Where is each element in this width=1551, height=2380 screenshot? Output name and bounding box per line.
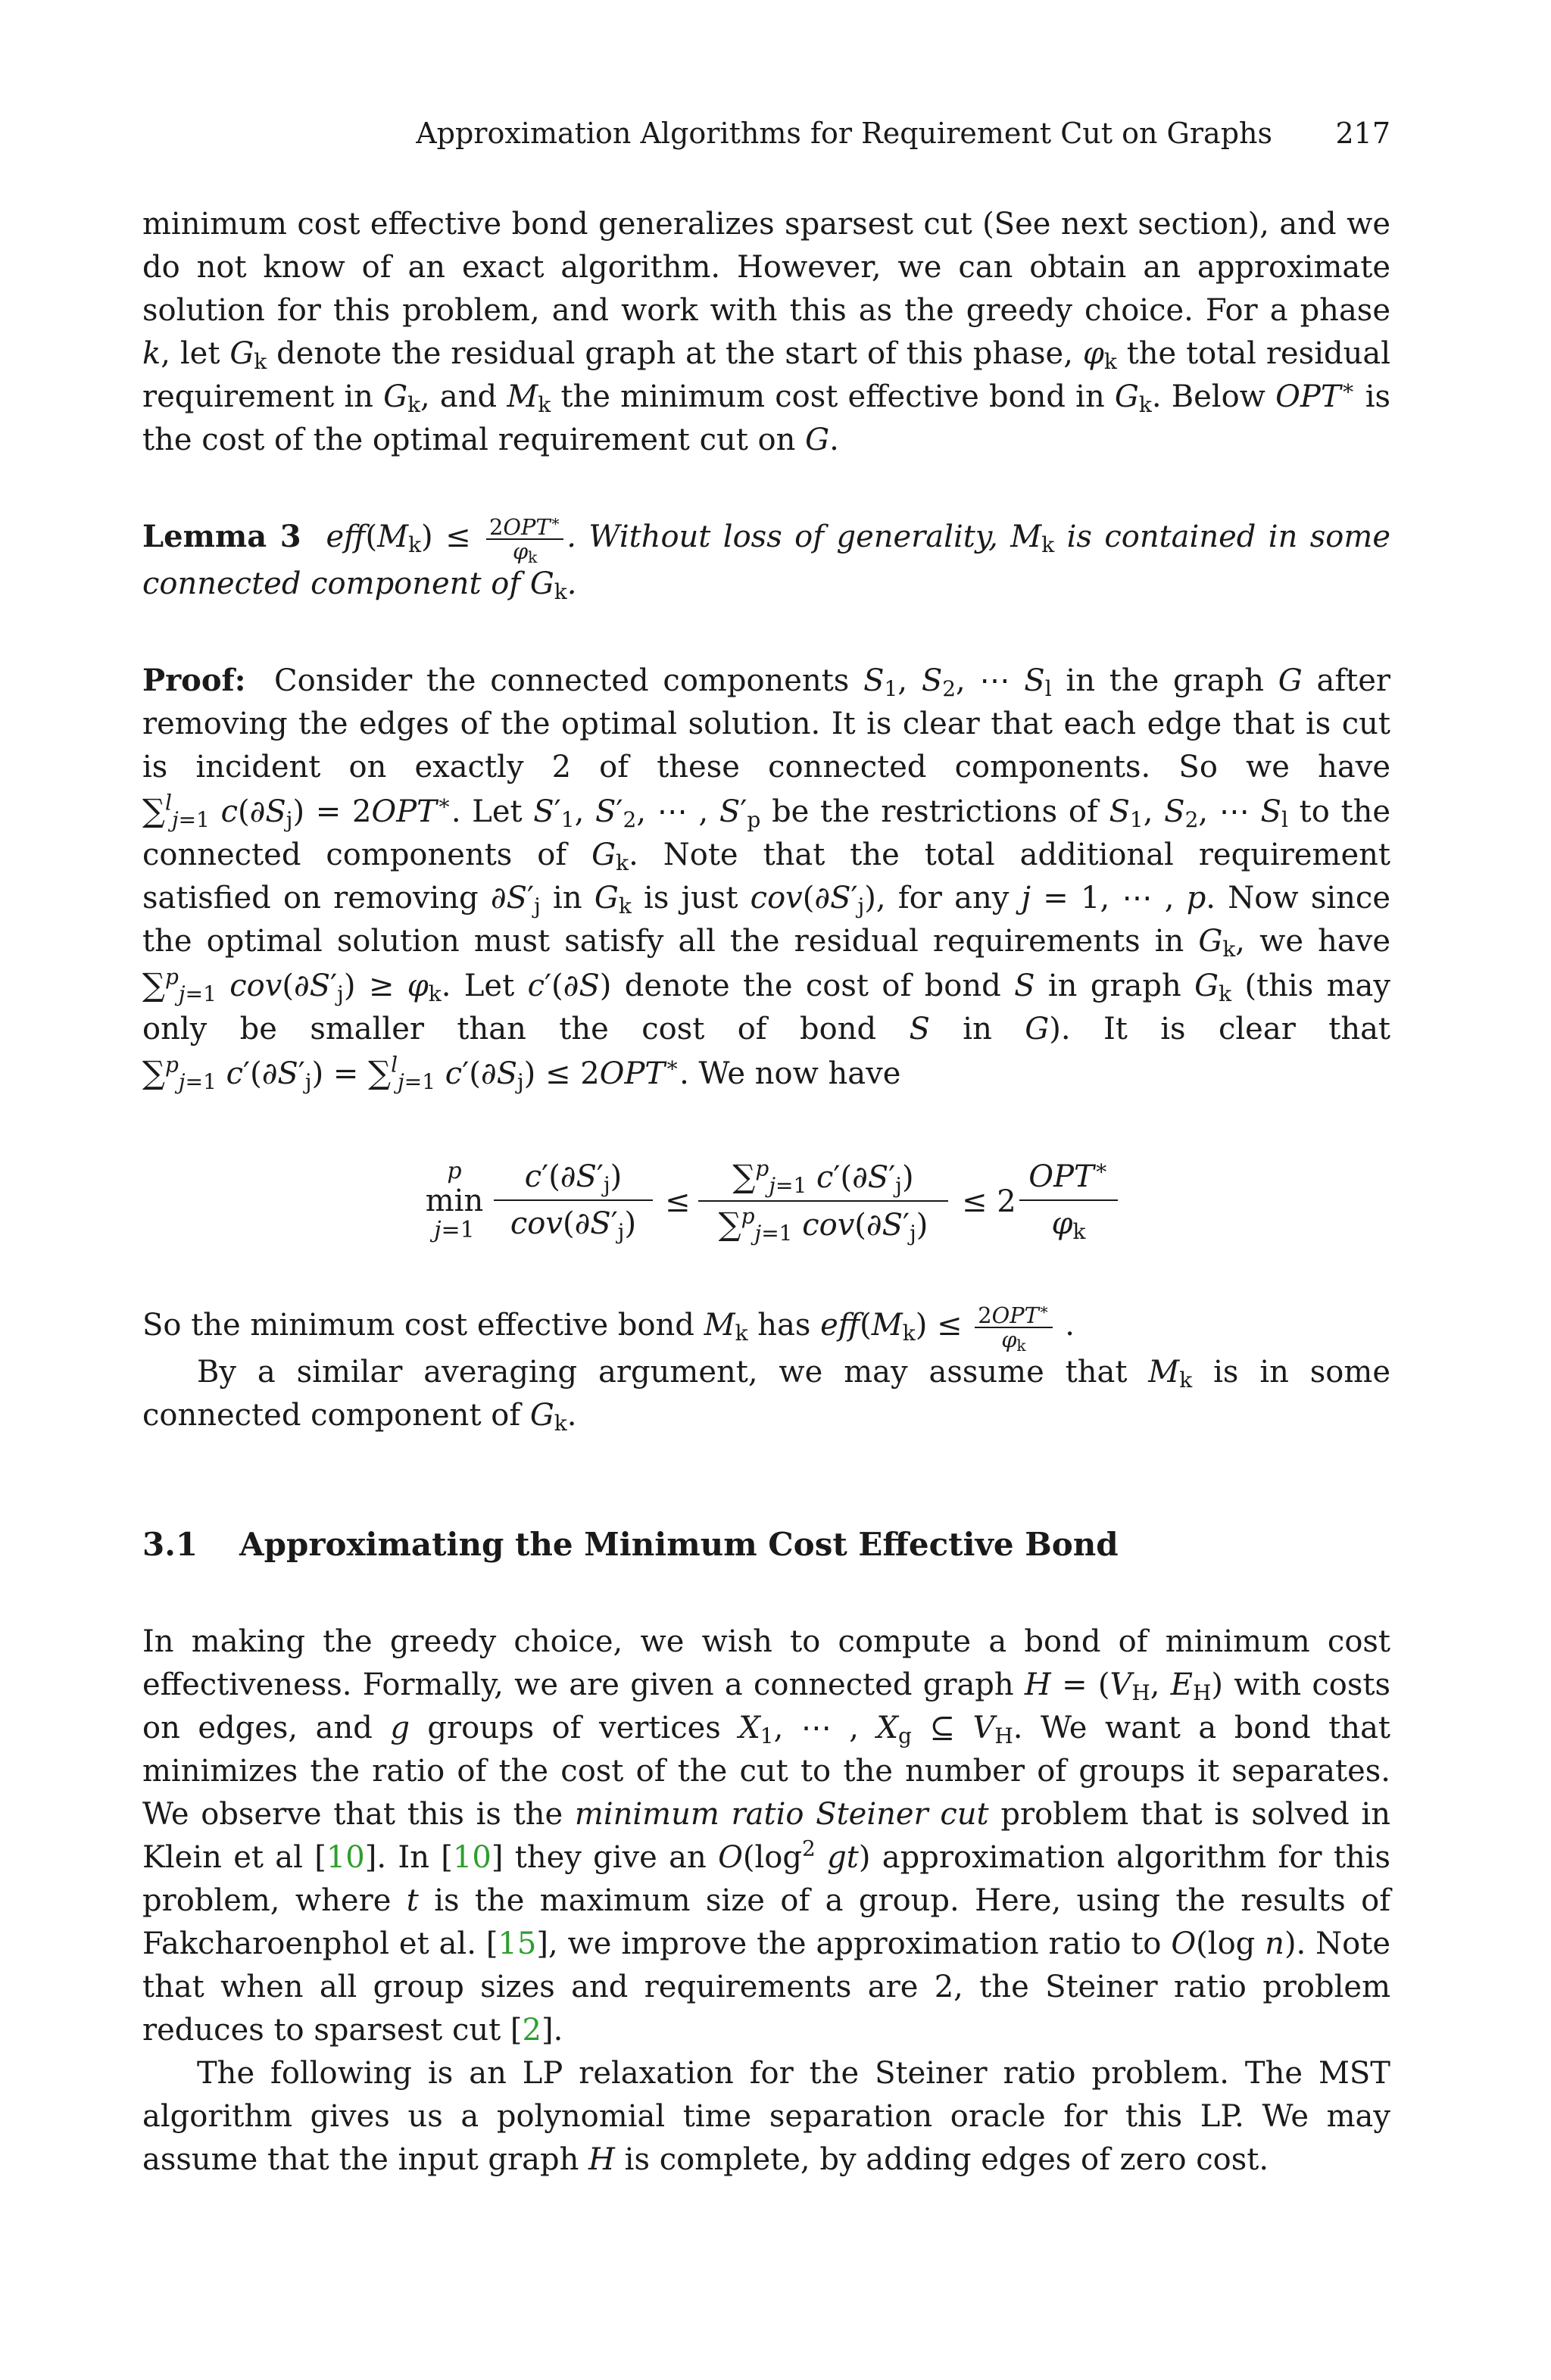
lemma-label: Lemma 3 (142, 519, 301, 554)
emphasis-text: minimum ratio Steiner cut (574, 1797, 989, 1832)
citation-link[interactable]: 10 (452, 1840, 492, 1875)
proof-label: Proof: (142, 663, 246, 698)
display-equation: p min j=1 $c'(\partial S'_j)$ $cov(\partial S'_j)$ ≤ ∑$^p_{j=1}$ $c'(\partial S'_j)$ ∑$^p_{j=1}$ $cov(\partial S'_j)$ ≤ 2 OPT∗ $\varphi_k$ (424, 1136, 1121, 1272)
section-number: 3.1 (142, 1526, 198, 1563)
page-number: 217 (1335, 117, 1390, 150)
proof-paragraph: Proof: Consider the connected components $S_1$, $S_2$, ⋯ $S_l$ in the graph G after removing the edges of the optimal solution. It is clear that each edge that is cut is incident on exactly 2 of these connected components. So we have ∑$^l_{j=1}$ $c(\partial S_j) = 2OPT^∗$. Let $S'_1$, $S'_2$, ⋯ , $S'_p$ be the restrictions of $S_1$, $S_2$, ⋯ $S_l$ to the connected components of $G_k$. Note that the total additional requirement satisfied on removing $\partial S'_j$ in $G_k$ is just $cov(\partial S'_j)$, for any j = 1, ⋯ , p. Now since the optimal solution must satisfy all the residual requirements in $G_k$, we have ∑$^p_{j=1}$ $cov(\partial S'_j) \ge \varphi_k$. Let c′(∂S) denote the cost of bond S in graph $G_k$ (this may only be smaller than the cost of bond S in G). It is clear that ∑$^p_{j=1}$ $c'(\partial S'_j) = \sum^l_{j=1}$ $c'(\partial S_j) \le 2OPT^∗$. We now have (142, 663, 1391, 1094)
lemma-3: Lemma 3 $eff(M_k)$ ≤ $\frac{2OPT^∗}{\varphi_k}$ . Without loss of generality, $M_k$ is contained in some connected component of $G_k$. (142, 511, 1390, 605)
citation-link[interactable]: 15 (498, 1926, 537, 1961)
intro-paragraph: minimum cost effective bond generalizes sparsest cut (See next section), and we do not know of an exact algorithm. However, we can obtain an approximate solution for this problem, and work with this as the greedy choice. For a phase k, let $G_k$ denote the residual graph at the start of this phase, $\varphi_k$ the total residual requirement in $G_k$, and $M_k$ the minimum cost effective bond in $G_k$. Below OPT∗ is the cost of the optimal requirement cut on G. (142, 207, 1391, 457)
running-title: Approximation Algorithms for Requirement Cut on Graphs (416, 117, 1272, 150)
page-header (142, 112, 1390, 154)
section-heading (142, 1522, 1390, 1567)
citation-link[interactable]: 10 (326, 1840, 365, 1875)
section-body: In making the greedy choice, we wish to compute a bond of minimum cost effectiveness. Formally, we are given a connected graph $H = (V_H$, $E_H$) with costs on edges, and g groups of vertices $X_1$, ⋯ , $X_g$ ⊆ $V_H$. We want a bond that minimizes the ratio of the cost of the cut to the number of groups it separates. We observe that this is the minimum ratio Steiner cut problem that is solved in Klein et al [10]. In [10] they give an $O(\log^2$ gt) approximation algorithm for this problem, where t is the maximum size of a group. Here, using the results of Fakcharoenphol et al. [15], we improve the approximation ratio to O(log n). Note that when all group sizes and requirements are 2, the Steiner ratio problem reduces to sparsest cut [2]. The following is an LP relaxation for the Steiner ratio problem. The MST algorithm gives us a polynomial time separation oracle for this LP. We may assume that the input graph H is complete, by adding edges of zero cost. (142, 1624, 1391, 2177)
section-title: Approximating the Minimum Cost Effective Bond (239, 1526, 1119, 1563)
citation-link[interactable]: 2 (522, 2013, 541, 2048)
proof-conclusion: So the minimum cost effective bond $M_k$ has $eff(M_k)$ ≤ $\frac{2OPT^∗}{\varphi_k}$ . By a similar averaging argument, we may assume that $M_k$ is in some connected component of $G_k$. (142, 1299, 1390, 1436)
